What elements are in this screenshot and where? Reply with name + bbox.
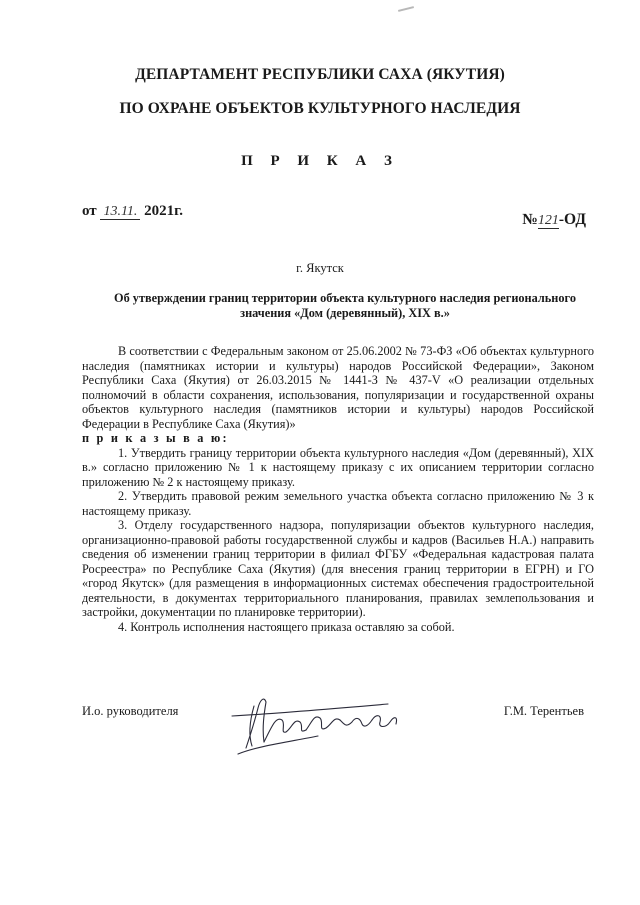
- order-item-1: 1. Утвердить границу территории объекта культурного наследия «Дом (деревянный), XIX в.» согласно приложению № 1 к настоящему приказу с их описанием территории согласно приложению № 2 к настоящему приказу.: [82, 445, 594, 489]
- order-item-4: 4. Контроль исполнения настоящего приказа оставляю за собой.: [118, 619, 455, 634]
- signer-position: И.о. руководителя: [82, 704, 179, 718]
- number-suffix: -ОД: [558, 211, 586, 228]
- number-handwritten: 121: [537, 213, 559, 228]
- document-number: [522, 211, 586, 229]
- number-prefix: №: [522, 211, 538, 228]
- order-word: п р и к а з ы в а ю:: [82, 431, 229, 445]
- date-handwritten: 13.11.: [100, 205, 140, 220]
- order-item-2: 2. Утвердить правовой режим земельного участка объекта согласно приложению № 3 к настоящему приказу.: [82, 489, 594, 518]
- document-body: [82, 344, 594, 634]
- document-date: [82, 203, 183, 220]
- department-name-line2: ПО ОХРАНЕ ОБЪЕКТОВ КУЛЬТУРНОГО НАСЛЕДИЯ: [119, 100, 521, 117]
- document-subject: Об утверждении границ территории объекта культурного наследия регионального значения «Дом (деревянный), XIX в.»: [114, 291, 576, 320]
- order-item-3: 3. Отделу государственного надзора, популяризации объектов культурного наследия, организационно-правовой работы государственной службы и кадров (Васильев Н.А.) направить сведения об изменении границ территории в филиал ФГБУ «Федеральная кадастровая палата Росреестра» по Республике Саха (Якутия) (для внесения границ территории в ЕГРН) и ГО «город Якутск» (для размещения в информационных системах обеспечения градостроительной деятельности, в документах территориального планирования, правилах землепользования и застройки, документации по планировке территории).: [82, 518, 594, 619]
- handwritten-signature: [228, 686, 403, 756]
- date-suffix: 2021г.: [144, 203, 184, 219]
- signer-name: Г.М. Терентьев: [503, 704, 584, 718]
- department-name-line1: ДЕПАРТАМЕНТ РЕСПУБЛИКИ САХА (ЯКУТИЯ): [135, 66, 505, 83]
- document-type: П Р И К А З: [241, 153, 399, 169]
- preamble-paragraph: В соответствии с Федеральным законом от 25.06.2002 № 73-ФЗ «Об объектах культурного наследия (памятниках истории и культуры) народов Российской Федерации», Законом Республики Саха (Якутия) от 26.03.2015 № 1441-З № 437-V «О реализации отдельных полномочий в области сохранения, использования, популяризации и государственной охраны объектов культурного наследия (памятников истории и культуры) народов Российской Федерации в Республике Саха (Якутия)»: [82, 344, 594, 431]
- date-prefix: от: [82, 203, 97, 219]
- scan-mark: [398, 6, 414, 12]
- city: г. Якутск: [296, 261, 344, 275]
